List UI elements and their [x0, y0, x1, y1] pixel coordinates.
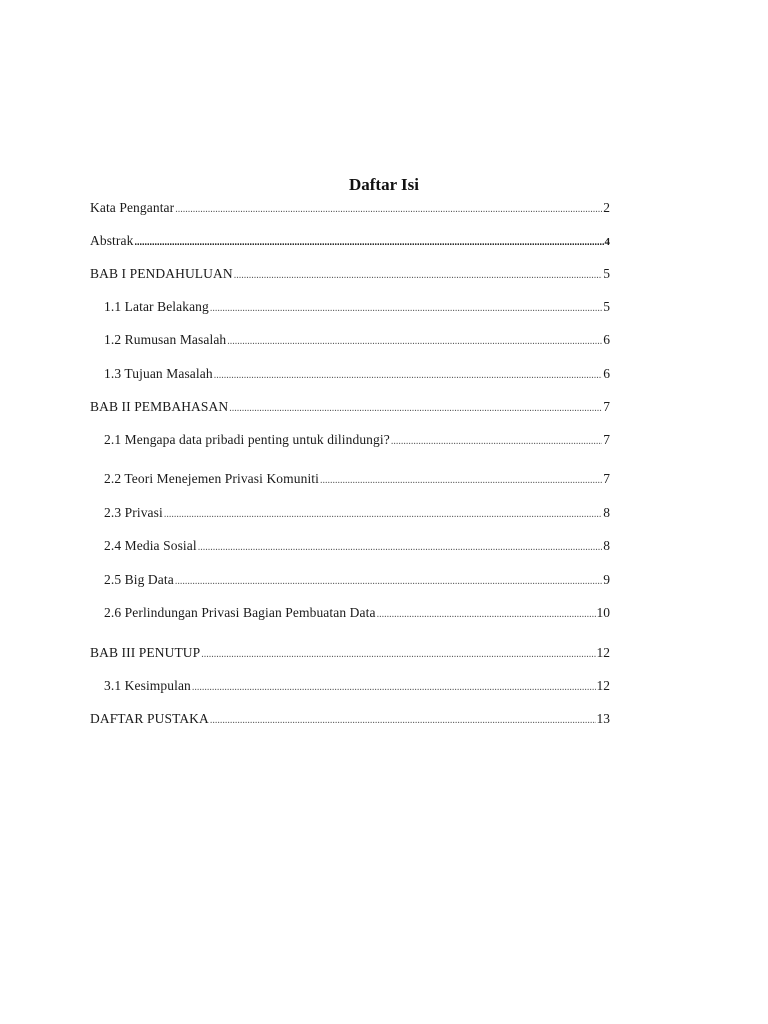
toc-entry-page: 8 [603, 538, 610, 553]
toc-leader-dots [391, 434, 602, 450]
toc-entry-2-3[interactable] [104, 505, 610, 523]
toc-entry-label: Kata Pengantar [90, 200, 175, 215]
toc-leader-dots [175, 202, 602, 218]
toc-entry-1-2[interactable] [104, 332, 610, 350]
toc-entry-label: BAB III PENUTUP [90, 645, 201, 660]
toc-entry-bab-3[interactable] [90, 645, 610, 663]
toc-entry-page: 6 [603, 332, 610, 347]
toc-entry-kata-pengantar[interactable] [90, 200, 610, 218]
toc-leader-dots [234, 268, 603, 284]
toc-entry-label: 2.2 Teori Menejemen Privasi Komuniti [104, 471, 319, 486]
toc-leader-dots [377, 607, 596, 623]
toc-leader-dots [214, 368, 603, 384]
toc-leader-dots [210, 301, 602, 317]
toc-entry-1-1[interactable] [104, 299, 610, 317]
toc-entry-page: 5 [603, 266, 610, 281]
toc-entry-page: 5 [603, 299, 610, 314]
toc-entry-page: 12 [596, 678, 610, 693]
toc-leader-dots [210, 713, 596, 729]
toc-entry-label: DAFTAR PUSTAKA [90, 711, 209, 726]
toc-leader-dots [175, 574, 602, 590]
toc-entry-label: BAB I PENDAHULUAN [90, 266, 233, 281]
toc-entry-2-6[interactable] [104, 605, 610, 623]
toc-entry-page: 7 [603, 432, 610, 447]
toc-entry-page: 9 [603, 572, 610, 587]
toc-entry-bab-1[interactable] [90, 266, 610, 284]
toc-entry-label: 3.1 Kesimpulan [104, 678, 191, 693]
toc-entry-2-2[interactable] [104, 471, 610, 489]
toc-entry-page: 6 [603, 366, 610, 381]
toc-entry-label: 2.6 Perlindungan Privasi Bagian Pembuatan Data [104, 605, 376, 620]
toc-leader-dots [134, 235, 603, 251]
toc-entry-label: 2.4 Media Sosial [104, 538, 197, 553]
toc-entry-label: 1.3 Tujuan Masalah [104, 366, 213, 381]
toc-entry-page: 13 [596, 711, 610, 726]
toc-entry-label: 1.1 Latar Belakang [104, 299, 209, 314]
toc-leader-dots [227, 334, 602, 350]
page-title: Daftar Isi [348, 175, 420, 194]
toc-entry-2-4[interactable] [104, 538, 610, 556]
toc-entry-2-5[interactable] [104, 572, 610, 590]
toc-entry-daftar-pustaka[interactable] [90, 711, 610, 729]
toc-leader-dots [201, 647, 595, 663]
toc-leader-dots [198, 540, 603, 556]
toc-entry-abstrak[interactable] [90, 233, 610, 251]
toc-leader-dots [320, 473, 602, 489]
toc-entry-3-1[interactable] [104, 678, 610, 696]
toc-leader-dots [164, 507, 602, 523]
toc-entry-page: 12 [596, 645, 610, 660]
toc-entry-2-1[interactable] [104, 432, 610, 450]
toc-entry-page: 4 [604, 236, 610, 248]
toc-entry-label: 2.1 Mengapa data pribadi penting untuk dilindungi? [104, 432, 390, 447]
toc-entry-label: 2.3 Privasi [104, 505, 163, 520]
toc-entry-label: 2.5 Big Data [104, 572, 174, 587]
toc-entry-label: 1.2 Rumusan Masalah [104, 332, 227, 347]
toc-entry-1-3[interactable] [104, 366, 610, 384]
toc-entry-page: 7 [603, 471, 610, 486]
toc-entry-page: 8 [603, 505, 610, 520]
toc-leader-dots [229, 401, 602, 417]
toc-entry-page: 2 [603, 200, 610, 215]
toc-entry-label: Abstrak [90, 233, 134, 248]
toc-entry-label: BAB II PEMBAHASAN [90, 399, 229, 414]
toc-entry-bab-2[interactable] [90, 399, 610, 417]
toc-entry-page: 10 [596, 605, 610, 620]
toc-leader-dots [192, 680, 596, 696]
toc-entry-page: 7 [603, 399, 610, 414]
